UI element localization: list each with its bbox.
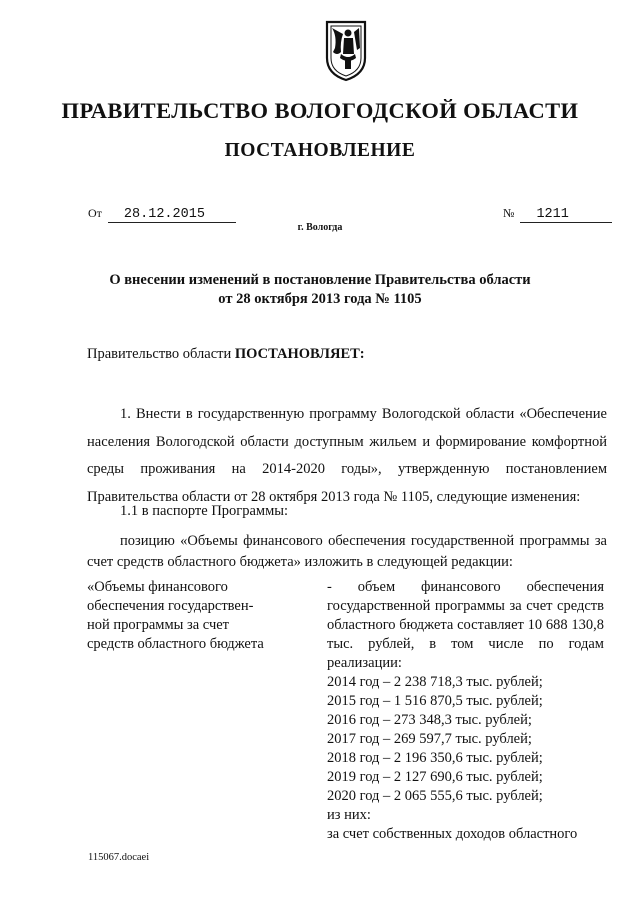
- year-funding-line: 2015 год – 1 516 870,5 тыс. рублей;: [327, 693, 543, 709]
- left-line: средств областного бюджета: [87, 636, 264, 652]
- document-date: 28.12.2015: [108, 207, 236, 223]
- document-subject: [0, 271, 640, 309]
- of-them-label: из них:: [327, 807, 371, 823]
- table-right-cell: [327, 578, 604, 844]
- year-funding-line: 2014 год – 2 238 718,3 тыс. рублей;: [327, 674, 543, 690]
- document-type-title: ПОСТАНОВЛЕНИЕ: [224, 140, 416, 161]
- subject-line-1: О внесении изменений в постановление Правительства области: [109, 272, 531, 288]
- left-line: обеспечения государствен-: [87, 598, 254, 614]
- funding-intro: - объем финансового обеспечения государственной программы за счет средств областного бюджета составляет 10 688 130,8 тыс. рублей, в том числе по годам реализации:: [327, 579, 604, 671]
- year-funding-line: 2020 год – 2 065 555,6 тыс. рублей;: [327, 788, 543, 804]
- file-name-footer: 115067.docaei: [88, 852, 150, 863]
- city-name: г. Вологда: [297, 222, 343, 233]
- left-line: ной программы за счет: [87, 617, 230, 633]
- year-funding-line: 2018 год – 2 196 350,6 тыс. рублей;: [327, 750, 543, 766]
- date-label: От: [88, 206, 102, 220]
- year-funding-line: 2019 год – 2 127 690,6 тыс. рублей;: [327, 769, 543, 785]
- paragraph-position: позицию «Объемы финансового обеспечения государственной программы за счет средств областного бюджета» изложить в следующей редакции:: [87, 533, 607, 570]
- intro-prefix: Правительство области: [87, 346, 235, 362]
- paragraph-1-1: 1.1 в паспорте Программы:: [120, 503, 289, 519]
- own-revenue-line: за счет собственных доходов областного: [327, 826, 578, 842]
- document-number-row: [503, 206, 612, 223]
- intro-resolves: ПОСТАНОВЛЯЕТ:: [234, 346, 365, 362]
- year-funding-line: 2017 год – 269 597,7 тыс. рублей;: [327, 731, 532, 747]
- government-title: ПРАВИТЕЛЬСТВО ВОЛОГОДСКОЙ ОБЛАСТИ: [61, 98, 579, 123]
- paragraph-1: 1. Внести в государственную программу Вологодской области «Обеспечение населения Вологодской области доступным жильем и формирование комфортной среды проживания на 2014-2020 годы», утвержденную постановлением Правительства области от 28 октября 2013 года № 1105, следующие изменения:: [87, 406, 607, 505]
- document-date-row: [88, 206, 236, 223]
- left-line: «Объемы финансового: [87, 579, 228, 595]
- subject-line-2: от 28 октября 2013 года № 1105: [218, 291, 422, 307]
- table-left-cell: [87, 578, 287, 654]
- number-label: №: [503, 206, 515, 220]
- coat-of-arms-emblem: [323, 18, 369, 82]
- resolution-intro: [87, 346, 365, 363]
- document-number: 1211: [520, 207, 612, 223]
- year-funding-line: 2016 год – 273 348,3 тыс. рублей;: [327, 712, 532, 728]
